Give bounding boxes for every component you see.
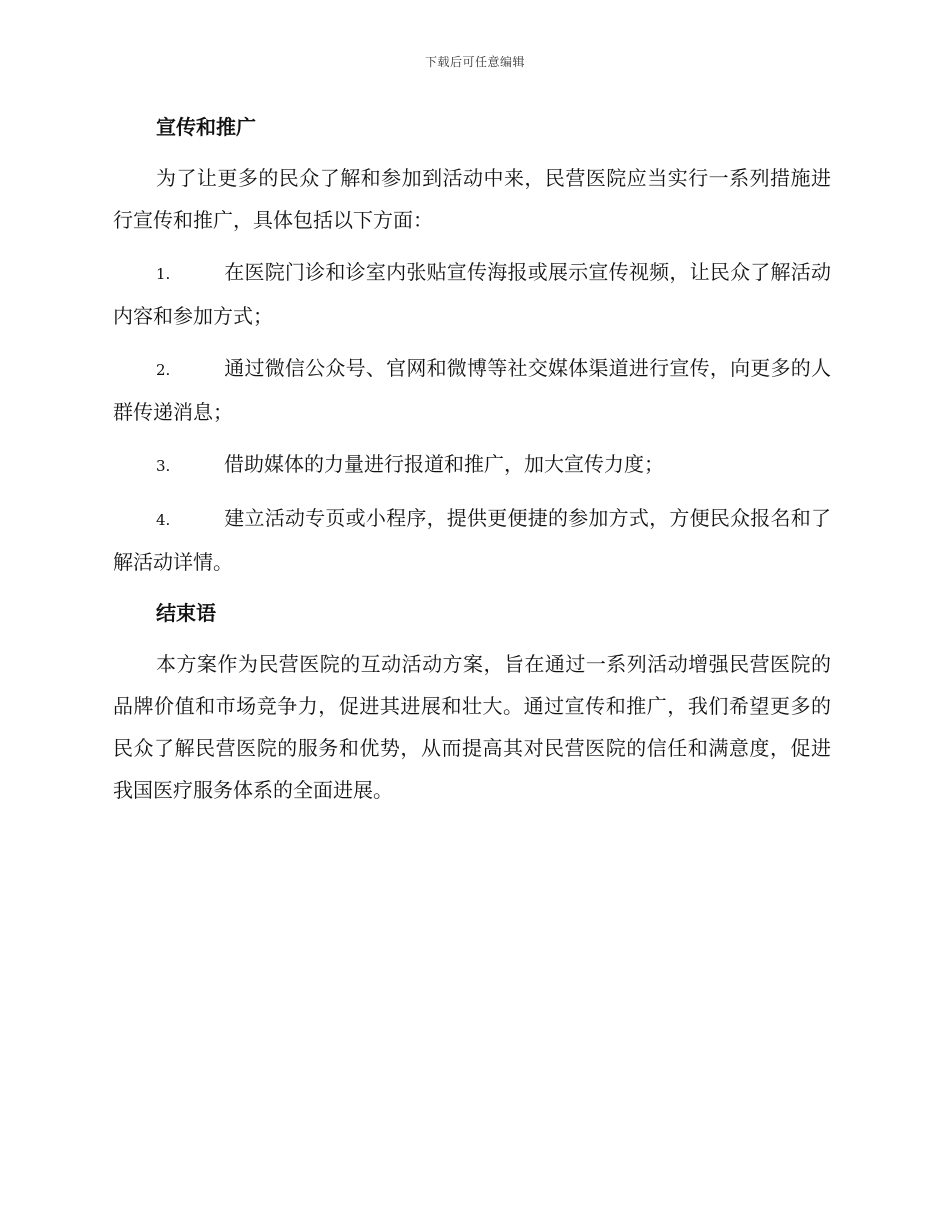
list-item-text: 借助媒体的力量进行报道和推广，加大宣传力度； bbox=[224, 452, 664, 476]
conclusion-paragraph: 本方案作为民营医院的互动活动方案，旨在通过一系列活动增强民营医院的品牌价值和市场竞争力，促进其进展和壮大。通过宣传和推广，我们希望更多的民众了解民营医院的服务和优势，从而提高其对民营医院的信任和满意度，促进我国医疗服务体系的全面进展。 bbox=[113, 652, 831, 802]
list-item bbox=[113, 347, 831, 433]
section-heading-conclusion: 结束语 bbox=[156, 601, 216, 625]
list-item-number: 2. bbox=[156, 361, 171, 379]
promotion-intro-paragraph: 为了让更多的民众了解和参加到活动中来，民营医院应当实行一系列措施进行宣传和推广，具体包括以下方面： bbox=[113, 166, 831, 232]
list-item bbox=[113, 497, 831, 583]
document-body bbox=[113, 109, 831, 811]
list-item-number: 1. bbox=[156, 265, 171, 283]
list-item bbox=[113, 251, 831, 337]
section-heading-promotion: 宣传和推广 bbox=[156, 115, 256, 139]
list-item bbox=[113, 443, 831, 487]
list-item-number: 4. bbox=[156, 511, 171, 529]
list-item-text: 在医院门诊和诊室内张贴宣传海报或展示宣传视频，让民众了解活动内容和参加方式； bbox=[113, 260, 831, 328]
list-item-text: 通过微信公众号、官网和微博等社交媒体渠道进行宣传，向更多的人群传递消息； bbox=[113, 356, 831, 424]
list-item-text: 建立活动专页或小程序，提供更便捷的参加方式，方便民众报名和了解活动详情。 bbox=[113, 506, 831, 574]
list-item-number: 3. bbox=[156, 457, 171, 475]
page-header: 下载后可任意编辑 bbox=[424, 55, 525, 69]
